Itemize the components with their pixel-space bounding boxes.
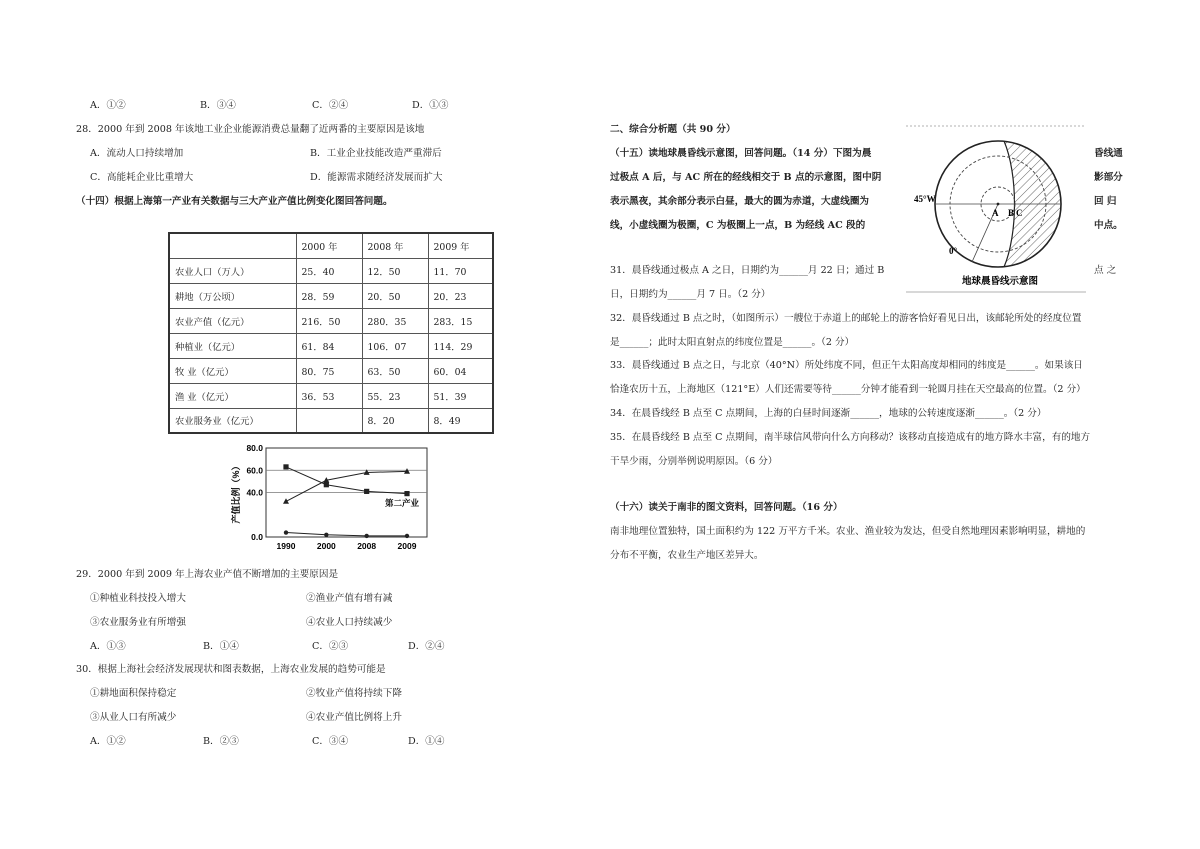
s15-tail-1: 昏线通	[1094, 148, 1123, 159]
pole-point	[997, 203, 1000, 206]
table-cell: 55．23	[362, 383, 428, 408]
table-cell: 216．50	[296, 308, 362, 333]
table-cell: 106．07	[362, 333, 428, 358]
q27-option-c: C．②④	[312, 100, 349, 111]
label-b: B	[1008, 208, 1015, 218]
data-point	[283, 464, 288, 469]
table-cell: 农业人口（万人）	[169, 258, 296, 283]
s16-line-1: 南非地理位置独特，国土面积约为 122 万平方千米。农业、渔业较为发达，但受自然地理因素影响明显，耕地的	[610, 526, 1086, 537]
y-axis-label: 产值比例（%）	[231, 461, 241, 524]
table-row	[169, 358, 493, 383]
table-cell: 农业服务业（亿元）	[169, 408, 296, 433]
s15-tail-2: 影部分	[1094, 172, 1123, 183]
table-cell: 20．23	[428, 283, 493, 308]
data-point	[324, 533, 328, 537]
q34: 34．在晨昏线经 B 点至 C 点期间，上海的白昼时间逐渐______，地球的公转速度逐渐______。（2 分）	[610, 408, 1047, 419]
table-cell: 12．50	[362, 258, 428, 283]
q29-option-a: A．①③	[90, 641, 126, 652]
q35-line-2: 干旱少雨，分别举例说明原因。（6 分）	[610, 456, 778, 467]
q27-option-b: B．③④	[200, 100, 236, 111]
q35-line-1: 35．在晨昏线经 B 点至 C 点期间，南半球信风带向什么方向移动？该移动直接造成有的地方降水丰富，有的地方	[610, 432, 1091, 443]
table-cell: 28．59	[296, 283, 362, 308]
table-cell: 2009 年	[428, 233, 493, 258]
table-cell: 牧 业（亿元）	[169, 358, 296, 383]
series-line	[286, 533, 407, 536]
label-a: A	[992, 208, 999, 218]
q29-item-1: ①种植业科技投入增大	[90, 593, 186, 604]
table-cell: 283．15	[428, 308, 493, 333]
q29-option-c: C．②③	[312, 641, 349, 652]
table-cell: 280．35	[362, 308, 428, 333]
section14-title: （十四）根据上海第一产业有关数据与三大产业产值比例变化图回答问题。	[76, 196, 393, 207]
q28-stem: 28．2000 年到 2008 年该地工业企业能源消费总量翻了近两番的主要原因是该地	[76, 124, 425, 135]
q28-option-c: C．高能耗企业比重增大	[90, 172, 194, 183]
y-tick-label: 0.0	[251, 532, 263, 542]
x-tick-label: 2008	[357, 541, 377, 551]
q29-option-b: B．①④	[203, 641, 239, 652]
s16-line-2: 分布不平衡，农业生产地区差异大。	[610, 550, 764, 561]
table-cell: 2008 年	[362, 233, 428, 258]
y-tick-label: 40.0	[246, 487, 263, 498]
q30-option-d: D．①④	[408, 736, 445, 747]
q30-option-a: A．①②	[90, 736, 126, 747]
table-cell: 种植业（亿元）	[169, 333, 296, 358]
q31-line-1-tail: 点 之	[1094, 265, 1117, 276]
figure-caption: 地球晨昏线示意图	[962, 277, 1039, 287]
table-cell	[169, 233, 296, 258]
table-cell: 渔 业（亿元）	[169, 383, 296, 408]
q28-option-b: B．工业企业技能改造严重滞后	[310, 148, 442, 159]
industry-ratio-chart	[226, 440, 432, 557]
q29-option-d: D．②④	[408, 641, 445, 652]
q30-option-c: C．③④	[312, 736, 349, 747]
q33-line-1: 33．晨昏线通过 B 点之日，与北京（40°N）所处纬度不同，但正午太阳高度却相同的纬度是______。如果该日	[610, 360, 1083, 371]
data-point	[283, 498, 289, 504]
terminator-diagram	[906, 124, 1086, 294]
table-row	[169, 333, 493, 358]
table-row	[169, 408, 493, 433]
q29-item-2: ②渔业产值有增有减	[306, 593, 393, 604]
label-c: C	[1016, 208, 1023, 218]
q30-item-4: ④农业产值比例将上升	[306, 712, 402, 723]
label-45w: 45°W	[914, 194, 936, 204]
data-point	[405, 534, 409, 538]
s15-line-1: （十五）读地球晨昏线示意图，回答问题。（14 分）下图为晨	[610, 148, 872, 159]
q32-line-1: 32．晨昏线通过 B 点之时，（如图所示）一艘位于赤道上的邮轮上的游客恰好看见日出，该邮轮所处的经度位置	[610, 313, 1082, 324]
table-cell: 25．40	[296, 258, 362, 283]
table-cell	[296, 408, 362, 433]
table-cell: 80．75	[296, 358, 362, 383]
q27-option-a: A．①②	[90, 100, 126, 111]
table-cell: 8．20	[362, 408, 428, 433]
q28-option-d: D．能源需求随经济发展而扩大	[310, 172, 443, 183]
table-cell: 2000 年	[296, 233, 362, 258]
q30-option-b: B．②③	[203, 736, 239, 747]
table-row	[169, 383, 493, 408]
table-cell: 农业产值（亿元）	[169, 308, 296, 333]
q29-stem: 29．2000 年到 2009 年上海农业产值不断增加的主要原因是	[76, 569, 339, 580]
q30-item-3: ③从业人口有所减少	[90, 712, 177, 723]
y-tick-label: 80.0	[246, 443, 263, 453]
table-row	[169, 283, 493, 308]
q30-stem: 30．根据上海社会经济发展现状和图表数据，上海农业发展的趋势可能是	[76, 664, 386, 675]
s15-tail-3: 回 归	[1094, 196, 1117, 207]
s15-line-2: 过极点 A 后，与 AC 所在的经线相交于 B 点的示意图，图中阴	[610, 172, 882, 183]
table-cell: 36．53	[296, 383, 362, 408]
q32-line-2: 是______；此时太阳直射点的纬度位置是______。（2 分）	[610, 337, 855, 348]
table-row	[169, 308, 493, 333]
data-point	[364, 489, 369, 494]
s15-line-3: 表示黑夜，其余部分表示白昼，最大的圆为赤道，大虚线圈为	[610, 196, 870, 207]
q28-option-a: A．流动人口持续增加	[90, 148, 184, 159]
y-tick-label: 60.0	[246, 465, 263, 476]
part2-title: 二、综合分析题（共 90 分）	[610, 124, 736, 135]
x-tick-label: 1990	[276, 541, 296, 551]
table-cell: 114．29	[428, 333, 493, 358]
table-cell: 51．39	[428, 383, 493, 408]
table-cell: 8．49	[428, 408, 493, 433]
table-cell: 11．70	[428, 258, 493, 283]
data-point	[404, 491, 409, 496]
table-header-row	[169, 233, 493, 258]
data-point	[284, 530, 288, 534]
x-tick-label: 2000	[316, 541, 336, 551]
table-cell: 60．04	[428, 358, 493, 383]
x-tick-label: 2009	[397, 541, 417, 551]
q29-item-3: ③农业服务业有所增强	[90, 617, 186, 628]
s16-title: （十六）读关于南非的图文资料，回答问题。（16 分）	[610, 502, 843, 513]
table-cell: 20．50	[362, 283, 428, 308]
table-cell: 63．50	[362, 358, 428, 383]
series-line	[286, 467, 407, 494]
s15-tail-4: 中点。	[1094, 220, 1123, 231]
q33-line-2: 恰逢农历十五，上海地区（121°E）人们还需要等待______分钟才能看到一轮圆月挂在天空最高的位置。（2 分）	[610, 384, 1086, 395]
q31-line-2: 日，日期约为______月 7 日。（2 分）	[610, 289, 771, 300]
q31-line-1: 31．晨昏线通过极点 A 之日，日期约为______月 22 日；通过 B	[610, 265, 885, 276]
data-point	[364, 534, 368, 538]
q30-item-2: ②牧业产值将持续下降	[306, 688, 402, 699]
q29-item-4: ④农业人口持续减少	[306, 617, 393, 628]
label-0: 0°	[949, 246, 958, 256]
q30-item-1: ①耕地面积保持稳定	[90, 688, 177, 699]
q27-option-d: D．①③	[412, 100, 449, 111]
agriculture-data-table	[168, 232, 494, 434]
s15-line-4: 线，小虚线圈为极圈，C 为极圈上一点，B 为经线 AC 段的	[610, 220, 866, 231]
table-cell: 耕地（万公顷）	[169, 283, 296, 308]
table-row	[169, 258, 493, 283]
data-point	[324, 482, 329, 487]
table-cell: 61．84	[296, 333, 362, 358]
series-annotation: 第二产业	[384, 497, 419, 508]
